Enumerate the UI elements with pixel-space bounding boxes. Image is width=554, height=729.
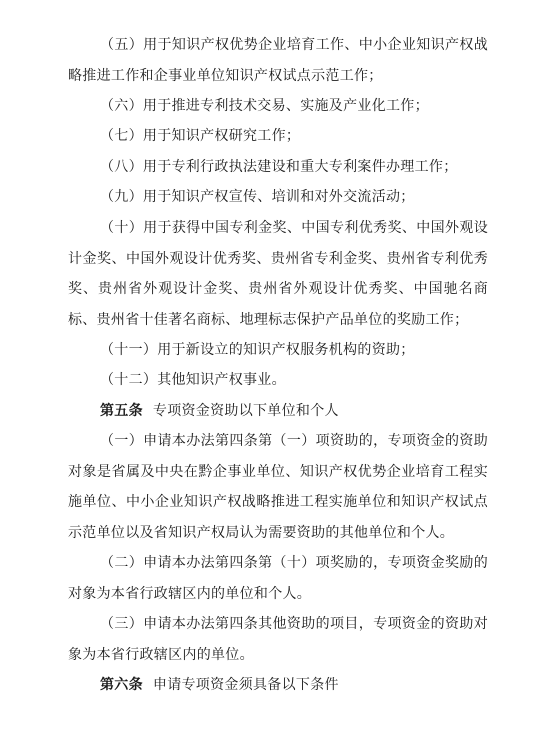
paragraph-text: （十二）其他知识产权事业。 (100, 372, 286, 388)
paragraph-text: （九）用于知识产权宣传、培训和对外交流活动； (100, 189, 415, 205)
article-6-heading (68, 670, 488, 701)
paragraph-text: （六）用于推进专利技术交易、实施及产业化工作； (100, 98, 429, 114)
article-title: 申请专项资金须具备以下条件 (152, 677, 339, 693)
paragraph-item-12 (68, 365, 488, 396)
paragraph-text: （二）申请本办法第四条第（十）项奖励的，专项资金奖励的对象为本省行政辖区内的单位和个人。 (68, 555, 488, 602)
paragraph-item-5 (68, 30, 488, 91)
paragraph-item-11 (68, 335, 488, 366)
paragraph-text: （一）申请本办法第四条第（一）项资助的，专项资金的资助对象是省属及中央在黔企事业单位、知识产权优势企业培育工程实施单位、中小企业知识产权战略推进工程实施单位和知识产权试点示范单位以及省知识产权局认为需要资助的其他单位和个人。 (68, 433, 488, 541)
paragraph-text: （七）用于知识产权研究工作； (100, 128, 301, 144)
article-5-heading (68, 396, 488, 427)
paragraph-text: （十）用于获得中国专利金奖、中国专利优秀奖、中国外观设计金奖、中国外观设计优秀奖、贵州省专利金奖、贵州省专利优秀奖、贵州省外观设计金奖、贵州省外观设计优秀奖、中国驰名商标、贵州省十佳著名商标、地理标志保护产品单位的奖励工作； (68, 220, 488, 328)
article-5-clause-3 (68, 609, 488, 670)
article-5-clause-1 (68, 426, 488, 548)
paragraph-item-9 (68, 182, 488, 213)
article-title: 专项资金资助以下单位和个人 (152, 403, 339, 419)
paragraph-text: （八）用于专利行政执法建设和重大专利案件办理工作； (100, 159, 458, 175)
paragraph-item-6 (68, 91, 488, 122)
paragraph-item-7 (68, 121, 488, 152)
article-5-clause-2 (68, 548, 488, 609)
article-number: 第五条 (100, 403, 143, 419)
article-number: 第六条 (100, 677, 143, 693)
paragraph-text: （十一）用于新设立的知识产权服务机构的资助； (100, 342, 415, 358)
paragraph-text: （三）申请本办法第四条其他资助的项目，专项资金的资助对象为本省行政辖区内的单位。 (68, 616, 488, 663)
paragraph-item-10 (68, 213, 488, 335)
paragraph-item-8 (68, 152, 488, 183)
paragraph-text: （五）用于知识产权优势企业培育工作、中小企业知识产权战略推进工作和企事业单位知识产权试点示范工作； (68, 37, 488, 84)
